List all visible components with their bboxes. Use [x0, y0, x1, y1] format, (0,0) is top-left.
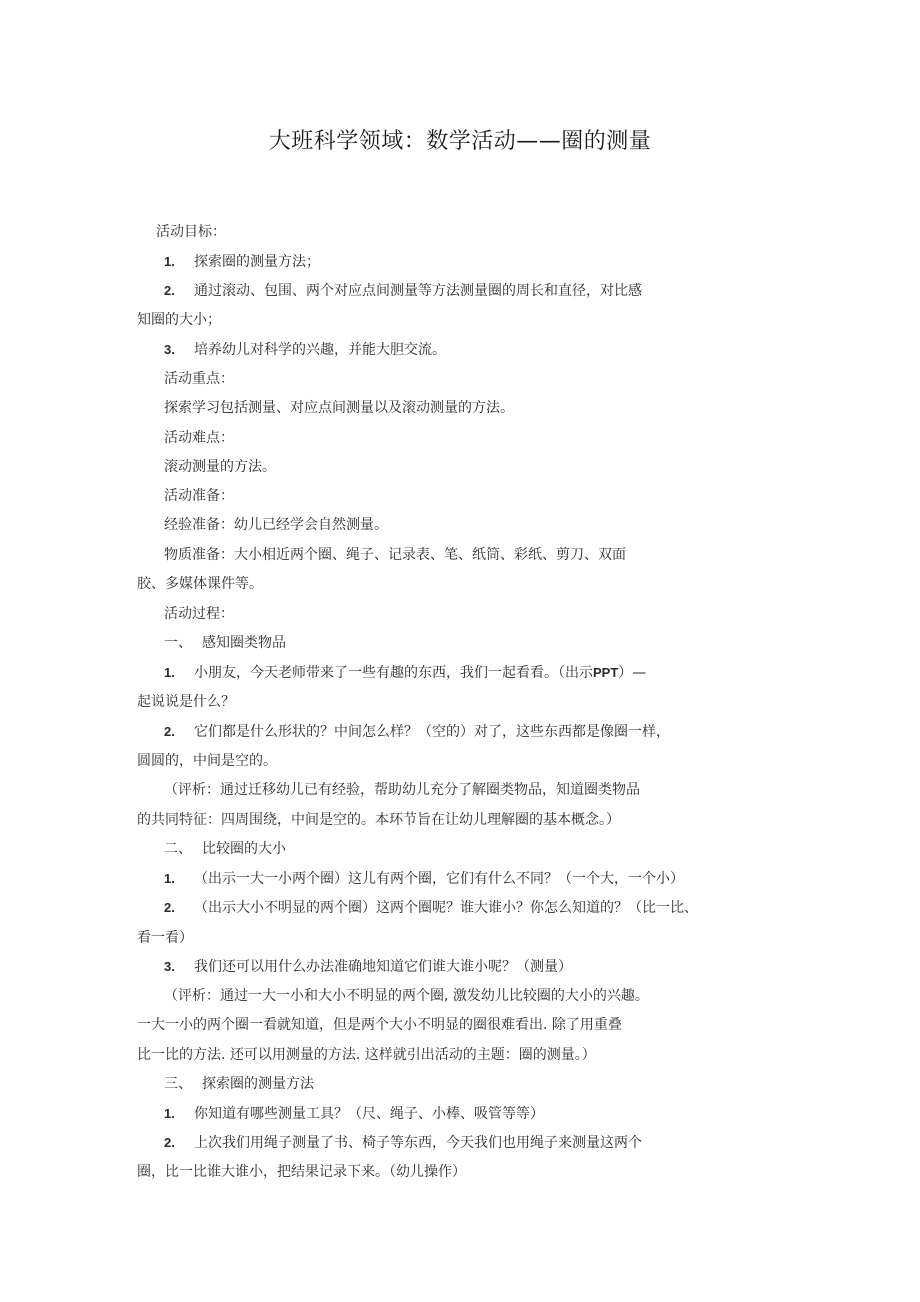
list-number: 2.	[164, 1135, 175, 1150]
goal-item-2	[164, 281, 642, 301]
section-1-item-1-continuation: 起说说是什么？	[137, 694, 235, 710]
prep-material-continuation: 胶、多媒体课件等。	[137, 576, 263, 592]
list-text: 通过滚动、包围、两个对应点间测量等方法测量圈的周长和直径，对比感	[194, 283, 642, 299]
goals-heading: 活动目标：	[156, 224, 226, 240]
list-number: 2.	[164, 900, 175, 915]
list-text: 它们都是什么形状的？中间怎么样？（空的）对了，这些东西都是像圈一样，	[194, 724, 670, 740]
section-2-item-2-continuation: 看一看）	[137, 930, 193, 946]
section-3-item-1	[164, 1104, 544, 1124]
list-number: 1.	[164, 665, 175, 680]
section-1-item-2	[164, 722, 670, 742]
goal-item-1	[164, 252, 320, 272]
section-2-item-2	[164, 898, 698, 918]
list-number: 1.	[164, 871, 175, 886]
section-number: 一、	[164, 635, 192, 651]
list-text-tail: ）—	[618, 665, 647, 681]
section-1-item-2-continuation: 圆圆的，中间是空的。	[137, 753, 277, 769]
section-2-analysis-continuation-1: 一大一小的两个圈一看就知道，但是两个大小不明显的圈很难看出. 除了用重叠	[137, 1017, 622, 1033]
list-text: （出示大小不明显的两个圈）这两个圈呢？谁大谁小？你怎么知道的？（比一比、	[194, 900, 698, 916]
ppt-label: PPT	[593, 665, 619, 680]
prep-heading: 活动准备：	[164, 488, 234, 504]
difficulty-text: 滚动测量的方法。	[164, 459, 276, 475]
list-number: 3.	[164, 959, 175, 974]
section-1-analysis: （评析：通过迁移幼儿已有经验，帮助幼儿充分了解圈类物品，知道圈类物品	[164, 782, 640, 798]
section-title: 探索圈的测量方法	[202, 1076, 314, 1092]
section-3-heading	[164, 1074, 314, 1094]
list-text: 你知道有哪些测量工具？（尺、绳子、小棒、吸管等等）	[194, 1106, 544, 1122]
document-title: 大班科学领域：数学活动——圈的测量	[268, 129, 652, 154]
focus-text: 探索学习包括测量、对应点间测量以及滚动测量的方法。	[164, 400, 514, 416]
prep-material: 物质准备：大小相近两个圈、绳子、记录表、笔、纸筒、彩纸、剪刀、双面	[164, 547, 626, 563]
difficulty-heading: 活动难点：	[164, 430, 234, 446]
list-number: 2.	[164, 283, 175, 298]
goal-item-3	[164, 340, 446, 360]
list-text: 培养幼儿对科学的兴趣，并能大胆交流。	[194, 342, 446, 358]
list-text: 我们还可以用什么办法准确地知道它们谁大谁小呢？（测量）	[194, 959, 572, 975]
list-number: 1.	[164, 1106, 175, 1121]
list-number: 2.	[164, 724, 175, 739]
section-title: 比较圈的大小	[202, 841, 286, 857]
section-2-heading	[164, 839, 286, 859]
list-text: （出示一大一小两个圈）这儿有两个圈，它们有什么不同？（一个大，一个小）	[194, 871, 684, 887]
list-text: 小朋友，今天老师带来了一些有趣的东西，我们一起看看。（出示	[194, 665, 593, 681]
section-2-analysis: （评析：通过一大一小和大小不明显的两个圈, 激发幼儿比较圈的大小的兴趣。	[164, 988, 649, 1004]
list-text: 上次我们用绳子测量了书、椅子等东西，今天我们也用绳子来测量这两个	[194, 1135, 642, 1151]
focus-heading: 活动重点：	[164, 371, 234, 387]
section-3-item-2-continuation: 圈，比一比谁大谁小，把结果记录下来。（幼儿操作）	[137, 1164, 466, 1180]
section-number: 二、	[164, 841, 192, 857]
section-2-item-1	[164, 869, 684, 889]
prep-experience: 经验准备：幼儿已经学会自然测量。	[164, 517, 388, 533]
goal-item-2-continuation: 知圈的大小；	[137, 312, 221, 328]
process-heading: 活动过程：	[164, 606, 234, 622]
section-1-analysis-continuation: 的共同特征：四周围绕，中间是空的。本环节旨在让幼儿理解圈的基本概念。）	[137, 812, 620, 828]
section-1-item-1	[164, 663, 646, 683]
section-1-heading	[164, 633, 286, 653]
list-text: 探索圈的测量方法；	[194, 254, 320, 270]
section-title: 感知圈类物品	[202, 635, 286, 651]
section-3-item-2	[164, 1133, 642, 1153]
section-number: 三、	[164, 1076, 192, 1092]
list-number: 1.	[164, 254, 175, 269]
section-2-item-3	[164, 957, 572, 977]
section-2-analysis-continuation-2: 比一比的方法. 还可以用测量的方法. 这样就引出活动的主题：圈的测量。）	[137, 1047, 596, 1063]
list-number: 3.	[164, 342, 175, 357]
